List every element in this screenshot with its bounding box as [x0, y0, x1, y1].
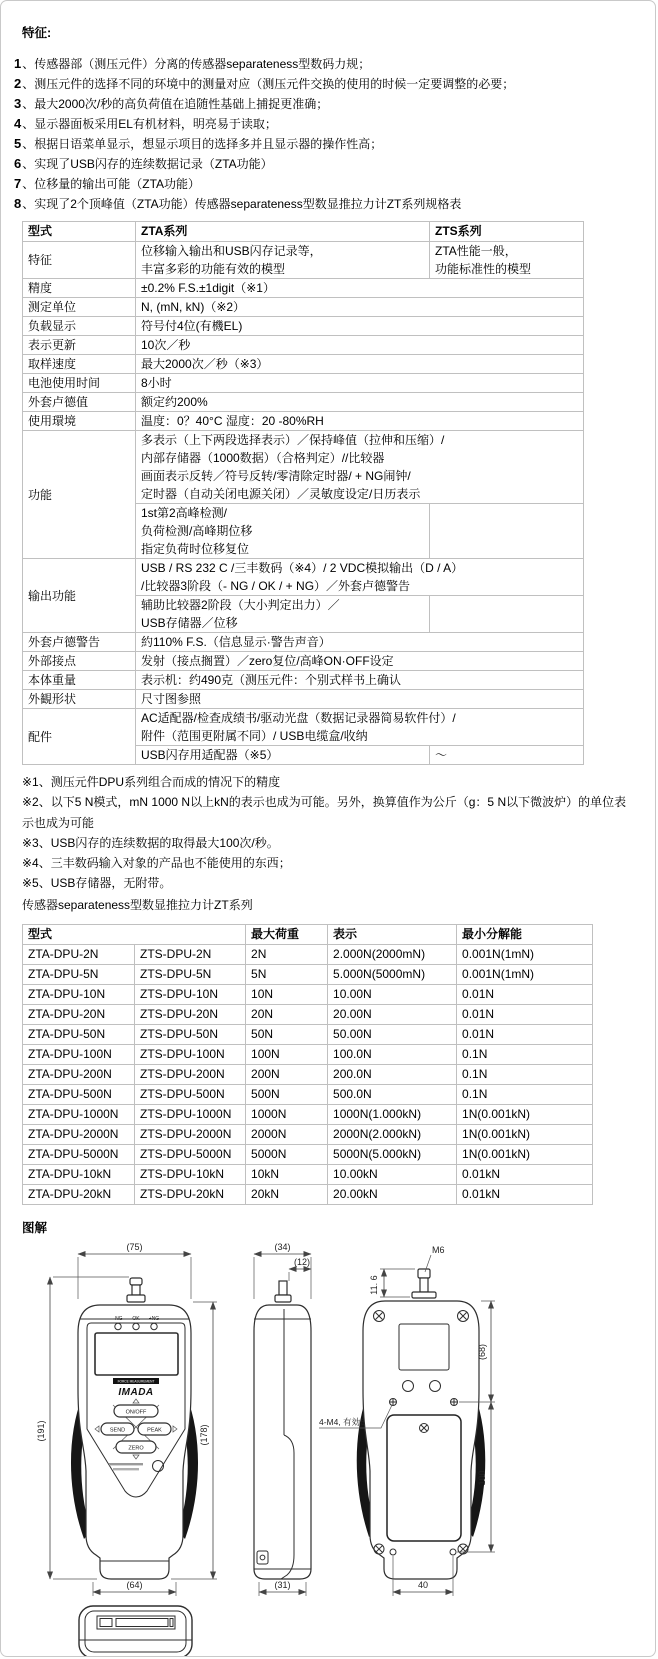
spec-line: ZTA性能一般， — [435, 244, 517, 258]
models-display: 2000N(2.000kN) — [328, 1124, 457, 1144]
spec-label: 取样速度 — [23, 355, 136, 374]
feature-text: 、显示器面板采用EL有机材料，明亮易于读取； — [22, 117, 277, 131]
models-max-load: 200N — [246, 1064, 328, 1084]
spec-row — [23, 298, 584, 317]
spec-label: 外部接点 — [23, 652, 136, 671]
screw-note: 4-M4, 有効6 — [319, 1416, 365, 1427]
bottom-view-outline — [79, 1606, 192, 1657]
feature-item — [14, 194, 655, 214]
spec-line: 负荷检测/高峰期位移 — [141, 524, 253, 538]
feature-item — [14, 114, 655, 134]
feature-item — [14, 74, 655, 94]
models-resolution: 0.1N — [457, 1044, 593, 1064]
spec-line: 多表示（上下两段选择表示）／保持峰值（拉伸和压缩）/ — [141, 433, 445, 447]
models-max-load: 20N — [246, 1004, 328, 1024]
back-probe-shaft — [420, 1278, 428, 1292]
spec-value: 尺寸图参照 — [136, 690, 584, 709]
spec-line: 定时器（自动关闭电源关闭）／灵敏度设定/日历表示 — [141, 487, 421, 501]
side-probe-width-dim: (12) — [293, 1256, 311, 1267]
spec-value: 10次／秒 — [136, 336, 584, 355]
models-zts-model: ZTS-DPU-100N — [135, 1044, 246, 1064]
back-upper-height-dim: (68) — [477, 1343, 487, 1360]
models-resolution: 0.001N(1mN) — [457, 944, 593, 964]
feature-item — [14, 94, 655, 114]
feature-text: 、实现了USB闪存的连续数据记录（ZTA功能） — [22, 157, 273, 171]
models-zts-model: ZTS-DPU-20kN — [135, 1184, 246, 1204]
spec-row-functions — [23, 431, 584, 504]
back-lower-height-dim: 100 — [477, 1470, 487, 1486]
models-max-load: 50N — [246, 1024, 328, 1044]
footnote-line: ※4、三丰数码输入对象的产品也不能使用的东西； — [22, 856, 291, 871]
zero-button-label: ZERO — [128, 1445, 144, 1452]
models-resolution: 0.1N — [457, 1064, 593, 1084]
feature-number: 4 — [14, 116, 22, 131]
front-probe-shaft — [132, 1285, 140, 1295]
footnotes — [22, 772, 655, 894]
models-zta-model: ZTA-DPU-10kN — [23, 1164, 135, 1184]
spec-value — [136, 709, 584, 746]
front-height-left-dim: (191) — [36, 1420, 46, 1442]
models-display: 2.000N(2000mN) — [328, 944, 457, 964]
feature-text: 、实现了2个顶峰值（ZTA功能）传感器separateness型数显推拉力计ZT系列规格表 — [22, 197, 462, 211]
models-zts-model: ZTS-DPU-5000N — [135, 1144, 246, 1164]
models-max-load: 10kN — [246, 1164, 328, 1184]
spec-line: 指定负荷时位移复位 — [141, 542, 250, 556]
models-row — [23, 1044, 593, 1064]
models-header-model: 型式 — [23, 924, 246, 944]
spec-label: 外套卢德值 — [23, 393, 136, 412]
spec-label: 外観形状 — [23, 690, 136, 709]
feature-number: 5 — [14, 136, 22, 151]
models-display: 10.00kN — [328, 1164, 457, 1184]
front-height-right-dim: (178) — [199, 1424, 209, 1446]
models-row — [23, 984, 593, 1004]
spec-value: 約110% F.S.（信息显示·警告声音） — [136, 633, 584, 652]
spec-line: /比较器3阶段（- NG / OK / + NG）／外套卢德警告 — [141, 579, 411, 593]
models-row — [23, 1124, 593, 1144]
spec-row — [23, 671, 584, 690]
models-display: 20.00N — [328, 1004, 457, 1024]
spec-line: 内部存储器（1000数据）（合格判定）//比较器 — [141, 451, 385, 465]
spec-row — [23, 412, 584, 431]
models-max-load: 5000N — [246, 1144, 328, 1164]
models-row — [23, 1084, 593, 1104]
feature-number: 7 — [14, 176, 22, 191]
models-row — [23, 1104, 593, 1124]
spec-line: 1st第2高峰检测/ — [141, 506, 228, 520]
spec-value-zta: USB闪存用适配器（※5） — [136, 746, 430, 765]
spec-label: 电池使用时间 — [23, 374, 136, 393]
footnote-line: ※3、USB闪存的连续数据的取得最大100次/秒。 — [22, 835, 279, 850]
battery-cover — [387, 1415, 461, 1541]
models-zta-model: ZTA-DPU-200N — [23, 1064, 135, 1084]
spec-row — [23, 374, 584, 393]
models-zta-model: ZTA-DPU-5000N — [23, 1144, 135, 1164]
side-view — [254, 1281, 311, 1579]
spec-line: 附件（范围更附属不同）/ USB电缆盒/收纳 — [141, 729, 368, 743]
spec-row-output — [23, 559, 584, 596]
models-zts-model: ZTS-DPU-5N — [135, 964, 246, 984]
spec-value-zts: 〜 — [430, 746, 584, 765]
side-bottom-width-dim: (31) — [274, 1579, 291, 1590]
models-resolution: 0.01N — [457, 1024, 593, 1044]
spec-value: 最大2000次／秒（※3） — [136, 355, 584, 374]
brand-logo-text: IMADA — [118, 1386, 154, 1398]
models-max-load: 1000N — [246, 1104, 328, 1124]
models-max-load: 500N — [246, 1084, 328, 1104]
models-zts-model: ZTS-DPU-2N — [135, 944, 246, 964]
models-zts-model: ZTS-DPU-20N — [135, 1004, 246, 1024]
spec-header-zts: ZTS系列 — [430, 222, 584, 242]
side-probe-flange — [275, 1295, 291, 1302]
hole-spacing-dim: 40 — [417, 1579, 429, 1590]
side-probe-shaft — [279, 1281, 287, 1295]
models-display: 20.00kN — [328, 1184, 457, 1204]
models-resolution: 0.01kN — [457, 1184, 593, 1204]
feature-text: 、最大2000次/秒的高负荷值在追随性基础上捕捉更准确； — [22, 97, 329, 111]
display-screen — [95, 1333, 178, 1375]
models-zta-model: ZTA-DPU-5N — [23, 964, 135, 984]
side-body — [254, 1305, 311, 1579]
features-list — [14, 54, 655, 214]
led-plus-ng-label: +NG — [148, 1315, 160, 1322]
spec-label: 使用環境 — [23, 412, 136, 431]
models-header-resolution: 最小分解能 — [457, 924, 593, 944]
spec-row — [23, 393, 584, 412]
models-zts-model: ZTS-DPU-1000N — [135, 1104, 246, 1124]
models-display: 10.00N — [328, 984, 457, 1004]
models-display: 100.0N — [328, 1044, 457, 1064]
models-display: 5000N(5.000kN) — [328, 1144, 457, 1164]
front-probe-flange — [127, 1295, 145, 1302]
spec-row-feature — [23, 242, 584, 279]
spec-row — [23, 336, 584, 355]
spec-row — [23, 279, 584, 298]
models-max-load: 20kN — [246, 1184, 328, 1204]
models-zta-model: ZTA-DPU-50N — [23, 1024, 135, 1044]
models-zts-model: ZTS-DPU-10N — [135, 984, 246, 1004]
spec-value: 表示机：约490克（测压元件：个别式样书上确认 — [136, 671, 584, 690]
feature-item — [14, 154, 655, 174]
feature-number: 3 — [14, 96, 22, 111]
models-zts-model: ZTS-DPU-50N — [135, 1024, 246, 1044]
spec-line: USB存储器／位移 — [141, 616, 238, 630]
front-fine-print-line — [113, 1468, 139, 1470]
models-resolution: 0.1N — [457, 1084, 593, 1104]
spec-label: 输出功能 — [23, 559, 136, 633]
spec-value — [136, 559, 584, 596]
spec-row — [23, 633, 584, 652]
led-minus-ng-label: -NG — [113, 1315, 123, 1322]
back-probe-cap — [418, 1269, 430, 1278]
front-fine-print-line — [109, 1463, 143, 1465]
spec-header-zta: ZTA系列 — [136, 222, 430, 242]
back-view — [357, 1269, 486, 1579]
spec-line: USB / RS 232 C /三丰数码（※4）/ 2 VDC模拟输出（D / A） — [141, 561, 464, 575]
spec-header-model: 型式 — [23, 222, 136, 242]
side-width-dim: (34) — [274, 1241, 291, 1252]
peak-button-label: PEAK — [147, 1427, 162, 1434]
feature-text: 、测压元件的选择不同的环境中的测量对应（测压元件交换的使用的时候一定要调整的必要； — [22, 77, 515, 91]
spec-row-accessories — [23, 709, 584, 746]
feature-number: 2 — [14, 76, 22, 91]
spec-value: 符号付4位(有機EL) — [136, 317, 584, 336]
spec-label: 测定单位 — [23, 298, 136, 317]
feature-item — [14, 54, 655, 74]
feature-text: 、位移量的输出可能（ZTA功能） — [22, 177, 201, 191]
spec-table — [22, 221, 584, 765]
front-bottom-width-dim: (64) — [126, 1579, 143, 1590]
models-header-max-load: 最大荷重 — [246, 924, 328, 944]
footnote-line: ※5、USB存储器，无附带。 — [22, 876, 172, 891]
spec-value: 额定约200% — [136, 393, 584, 412]
models-row — [23, 1164, 593, 1184]
models-resolution: 1N(0.001kN) — [457, 1104, 593, 1124]
diagram-heading: 图解 — [22, 1220, 48, 1235]
models-zts-model: ZTS-DPU-500N — [135, 1084, 246, 1104]
spec-line: 辅助比较器2阶段（大小判定出力）／ — [141, 598, 340, 612]
footnote-line: ※1、测压元件DPU系列组合而成的情况下的精度 — [22, 775, 281, 789]
models-zta-model: ZTA-DPU-100N — [23, 1044, 135, 1064]
feature-item — [14, 174, 655, 194]
spec-line: 功能标准性的模型 — [435, 262, 532, 276]
features-heading: 特征: — [22, 26, 52, 40]
models-resolution: 0.01kN — [457, 1164, 593, 1184]
spec-label: 配件 — [23, 709, 136, 765]
spec-header-row — [23, 222, 584, 242]
models-header-row — [23, 924, 593, 944]
models-row — [23, 1144, 593, 1164]
spec-label: 特征 — [23, 242, 136, 279]
models-row — [23, 1064, 593, 1084]
models-display: 50.00N — [328, 1024, 457, 1044]
models-zta-model: ZTA-DPU-1000N — [23, 1104, 135, 1124]
spec-row — [23, 652, 584, 671]
spec-line: 位移输入输出和USB闪存记录等， — [141, 244, 322, 258]
dimension-drawing — [1, 1239, 656, 1657]
feature-text: 、传感器部（测压元件）分离的传感器separateness型数码力规； — [22, 57, 371, 71]
spec-value — [136, 431, 584, 504]
spec-value-zta — [136, 242, 430, 279]
models-row — [23, 1004, 593, 1024]
spec-row — [23, 317, 584, 336]
brand-bar-text: FORCE MEASUREMENT — [117, 1379, 155, 1384]
models-row — [23, 1184, 593, 1204]
spec-value: ±0.2% F.S.±1digit（※1） — [136, 279, 584, 298]
content — [1, 1, 655, 1657]
models-max-load: 100N — [246, 1044, 328, 1064]
spec-label: 负载显示 — [23, 317, 136, 336]
models-display: 500.0N — [328, 1084, 457, 1104]
models-resolution: 1N(0.001kN) — [457, 1124, 593, 1144]
feature-item — [14, 134, 655, 154]
spec-value: N, (mN, kN)（※2） — [136, 298, 584, 317]
spec-line: AC适配器/检查成绩书/驱动光盘（数据记录器简易软件付）/ — [141, 711, 456, 725]
spec-value: 温度：0？40°C 湿度：20 -80%RH — [136, 412, 584, 431]
front-probe-cap — [130, 1278, 142, 1285]
probe-height-dim: 11. 6 — [369, 1275, 379, 1295]
models-row — [23, 944, 593, 964]
spec-row — [23, 690, 584, 709]
models-resolution: 0.01N — [457, 1004, 593, 1024]
spec-label: 表示更新 — [23, 336, 136, 355]
send-button-label: SEND — [109, 1427, 126, 1434]
models-zta-model: ZTA-DPU-20N — [23, 1004, 135, 1024]
models-table-title: 传感器separateness型数显推拉力计ZT系列 — [22, 897, 253, 912]
models-zta-model: ZTA-DPU-500N — [23, 1084, 135, 1104]
footnote-line: 示也成为可能 — [22, 815, 95, 830]
models-zts-model: ZTS-DPU-10kN — [135, 1164, 246, 1184]
models-zta-model: ZTA-DPU-2000N — [23, 1124, 135, 1144]
models-row — [23, 964, 593, 984]
models-max-load: 10N — [246, 984, 328, 1004]
onoff-button-label: ON/OFF — [125, 1409, 147, 1416]
spec-value-zts-empty — [430, 504, 584, 559]
spec-label: 外套卢德警告 — [23, 633, 136, 652]
models-display: 5.000N(5000mN) — [328, 964, 457, 984]
spec-row — [23, 355, 584, 374]
feature-number: 1 — [14, 56, 22, 71]
models-row — [23, 1024, 593, 1044]
spec-value: 8小时 — [136, 374, 584, 393]
models-max-load: 2000N — [246, 1124, 328, 1144]
spec-value-zts-empty — [430, 596, 584, 633]
models-resolution: 0.001N(1mN) — [457, 964, 593, 984]
models-header-display: 表示 — [328, 924, 457, 944]
led-ok-label: OK — [132, 1315, 140, 1322]
models-zts-model: ZTS-DPU-2000N — [135, 1124, 246, 1144]
feature-text: 、根据日语菜单显示，想显示项目的选择多并且显示器的操作性高； — [22, 137, 383, 151]
models-max-load: 2N — [246, 944, 328, 964]
spec-line: 画面表示反转／符号反转/零清除定时器/ + NG闹钟/ — [141, 469, 411, 483]
feature-number: 8 — [14, 196, 22, 211]
spec-label: 功能 — [23, 431, 136, 559]
models-zta-model: ZTA-DPU-10N — [23, 984, 135, 1004]
models-zta-model: ZTA-DPU-2N — [23, 944, 135, 964]
spec-value-zts — [430, 242, 584, 279]
thread-callout: M6 — [432, 1244, 445, 1255]
models-max-load: 5N — [246, 964, 328, 984]
spec-value-zta — [136, 596, 430, 633]
front-view — [71, 1278, 198, 1579]
front-width-dim: (75) — [126, 1241, 143, 1252]
models-table — [22, 924, 593, 1205]
footnote-line: ※2、以下5 N模式，mN 1000 N以上kN的表示也成为可能。另外，换算值作为公斤（g：5 N以下微波炉）的单位表 — [22, 795, 627, 810]
models-display: 200.0N — [328, 1064, 457, 1084]
bottom-view — [79, 1606, 192, 1657]
models-zts-model: ZTS-DPU-200N — [135, 1064, 246, 1084]
spec-label: 精度 — [23, 279, 136, 298]
spec-label: 本体重量 — [23, 671, 136, 690]
models-resolution: 1N(0.001kN) — [457, 1144, 593, 1164]
spec-value: 发射（接点搁置）／zero复位/高峰ON·OFF设定 — [136, 652, 584, 671]
spec-value-zta — [136, 504, 430, 559]
models-resolution: 0.01N — [457, 984, 593, 1004]
models-zta-model: ZTA-DPU-20kN — [23, 1184, 135, 1204]
feature-number: 6 — [14, 156, 22, 171]
back-probe-flange — [412, 1292, 436, 1298]
spec-line: 丰富多彩的功能有效的模型 — [141, 262, 286, 276]
models-display: 1000N(1.000kN) — [328, 1104, 457, 1124]
